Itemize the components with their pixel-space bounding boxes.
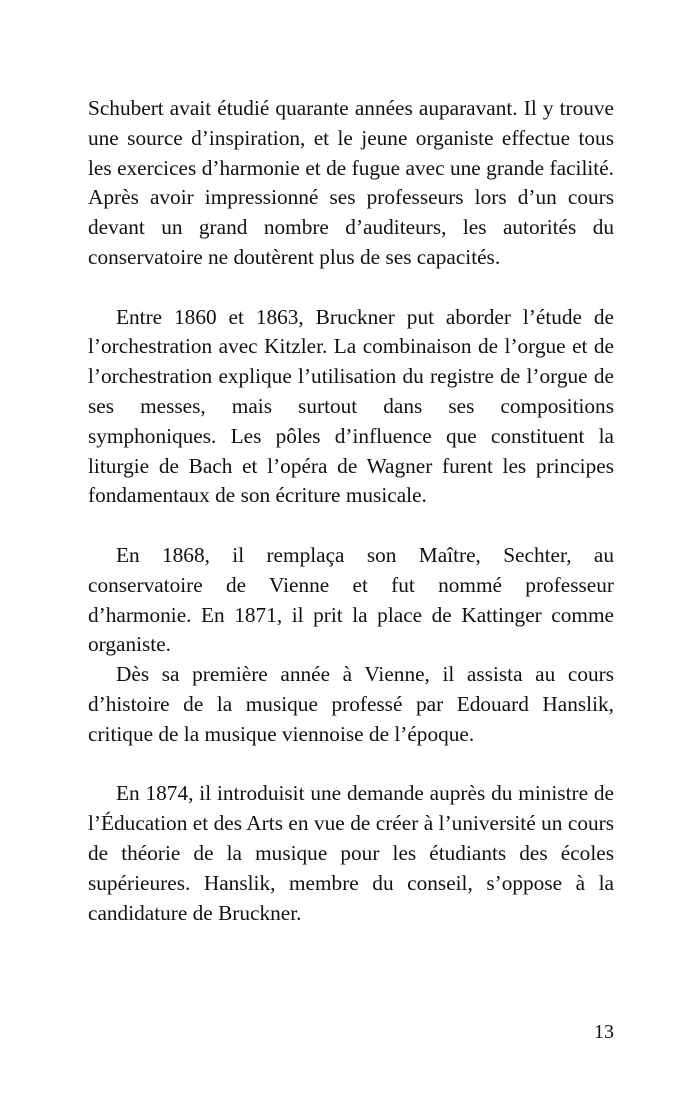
paragraph-orchestration: Entre 1860 et 1863, Bruckner put aborder l’étude de l’orchestration avec Kitzler. La combinaison de l’orgue et de l’orchestration explique l’utilisation du registre de l’orgue de ses messes, mais surtout dans ses compositions symphoniques. Les pôles d’influence que constituent la liturgie de Bach et l’opéra de Wagner furent les principes fondamentaux de son écriture musicale. xyxy=(88,304,614,508)
paragraph-schubert: Schubert avait étudié quarante années auparavant. Il y trouve une source d’inspiration, et le jeune organiste effectue tous les exercices d’harmonie et de fugue avec une grande facilité. Après avoir impressionné ses professeurs lors d’un cours devant un grand nombre d’auditeurs, les autorités du conservatoire ne doutèrent plus de ses capacités. xyxy=(88,96,614,269)
paragraph-1874: En 1874, il introduisit une demande auprès du ministre de l’Éducation et des Arts en vue de créer à l’université un cours de théorie de la musique pour les étudiants des écoles supérieures. Hanslik, membre du conseil, s’oppose à la candidature de Bruckner. xyxy=(88,781,614,925)
body-text xyxy=(88,94,614,928)
paragraph-gap xyxy=(88,273,614,303)
paragraph-vienne: Dès sa première année à Vienne, il assista au cours d’histoire de la musique professé par Edouard Hanslik, critique de la musique viennoise de l’époque. xyxy=(88,662,614,746)
paragraph-gap xyxy=(88,750,614,780)
page-number: 13 xyxy=(594,1021,614,1043)
paragraph-1868: En 1868, il remplaça son Maître, Sechter, au conservatoire de Vienne et fut nommé professeur d’harmonie. En 1871, il prit la place de Kattinger comme organiste. xyxy=(88,542,614,657)
paragraph-gap xyxy=(88,511,614,541)
